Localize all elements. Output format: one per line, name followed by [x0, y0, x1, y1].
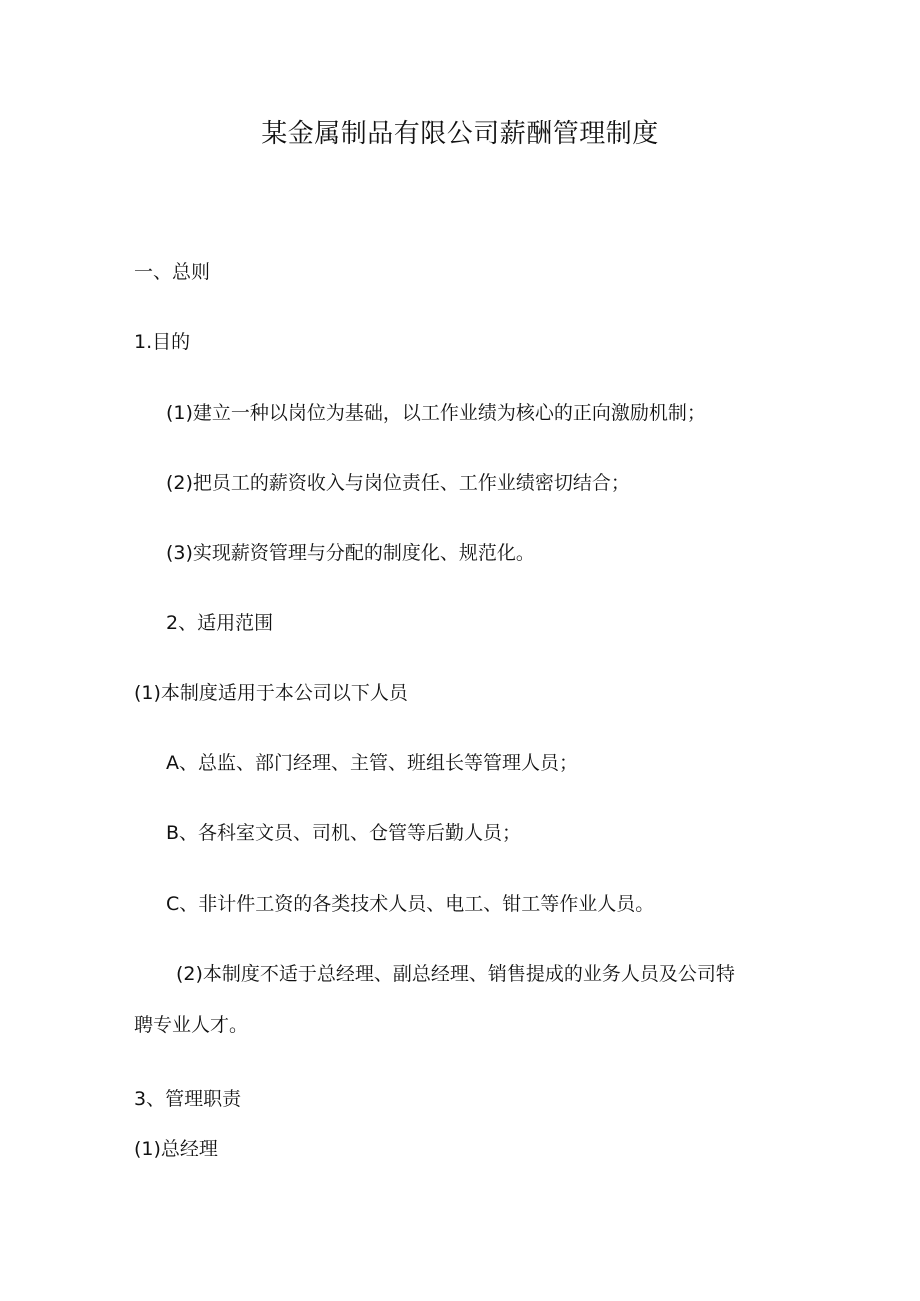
purpose-item-3: (3)实现薪资管理与分配的制度化、规范化。: [166, 542, 535, 564]
responsibility-item-1: (1)总经理: [134, 1138, 218, 1160]
document-title: 某金属制品有限公司薪酬管理制度: [261, 119, 659, 149]
purpose-item-2: (2)把员工的薪资收入与岗位责任、工作业绩密切结合；: [166, 472, 630, 494]
scope-item-2-continued: 聘专业人才。: [134, 1014, 249, 1036]
scope-item-c: C、非计件工资的各类技术人员、电工、钳工等作业人员。: [166, 893, 655, 915]
subsection-purpose: 1.目的: [134, 331, 191, 353]
section-heading-general: 一、总则: [134, 261, 211, 283]
scope-item-b: B、各科室文员、司机、仓管等后勤人员；: [166, 822, 522, 844]
subsection-responsibilities: 3、管理职责: [134, 1088, 242, 1110]
subsection-scope: 2、适用范围: [166, 612, 274, 634]
purpose-item-1: (1)建立一种以岗位为基础，以工作业绩为核心的正向激励机制；: [166, 402, 706, 424]
scope-item-2: (2)本制度不适于总经理、副总经理、销售提成的业务人员及公司特: [176, 963, 735, 985]
scope-item-a: A、总监、部门经理、主管、班组长等管理人员；: [166, 752, 578, 774]
scope-item-1: (1)本制度适用于本公司以下人员: [134, 682, 408, 704]
